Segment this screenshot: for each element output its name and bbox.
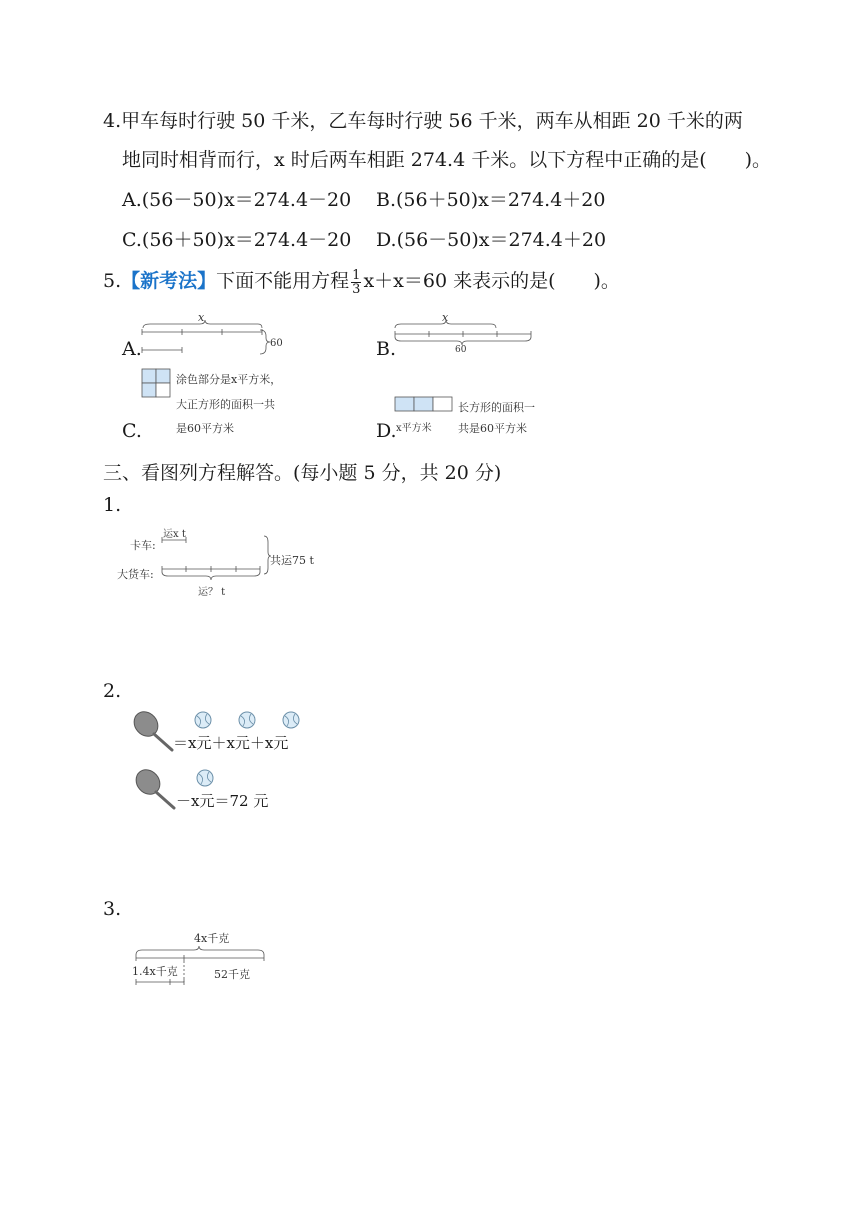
p1-truck-label: 卡车: bbox=[130, 539, 156, 552]
q5-option-c-label: C. bbox=[122, 420, 142, 442]
p3-number: 3. bbox=[103, 898, 122, 920]
p1-total-label: 共运75 t bbox=[270, 554, 314, 567]
racket-icon bbox=[134, 768, 179, 810]
q4-option-c: C.(56＋50)x＝274.4－20 bbox=[122, 229, 352, 251]
p2-equation-row1: ＝x元＋x元＋x元 bbox=[173, 734, 289, 752]
q5-option-b-label: B. bbox=[376, 338, 397, 360]
p1-bottom-label: 运？ t bbox=[198, 587, 226, 598]
q5-c-text1: 涂色部分是x平方米， bbox=[176, 373, 282, 386]
p1-segment-diagram bbox=[160, 536, 270, 584]
q5-b-x-label: x bbox=[442, 311, 449, 324]
q5-a-60-label: 60 bbox=[270, 338, 283, 349]
q5-d-text2: 共是60平方米 bbox=[458, 422, 527, 435]
q5-option-b-diagram bbox=[393, 310, 538, 355]
p1-big-truck-label: 大货车: bbox=[117, 568, 154, 581]
q5-stem-before: 下面不能用方程 bbox=[216, 270, 350, 292]
q5-a-x-label: x bbox=[198, 311, 205, 324]
p2-number: 2. bbox=[103, 680, 122, 702]
ball-icon bbox=[194, 711, 212, 729]
section3-title: 三、看图列方程解答。(每小题 5 分，共 20 分) bbox=[103, 462, 502, 484]
ball-icon bbox=[282, 711, 300, 729]
q5-c-text3: 是60平方米 bbox=[176, 422, 234, 435]
q4-line1: 4.甲车每时行驶 50 千米，乙车每时行驶 56 千米，两车从相距 20 千米的两 bbox=[103, 110, 743, 132]
q5-option-a-diagram bbox=[140, 310, 290, 360]
racket-icon bbox=[132, 710, 177, 752]
q4-option-b: B.(56＋50)x＝274.4＋20 bbox=[376, 189, 606, 211]
q5-tag: 【新考法】 bbox=[121, 270, 217, 292]
p3-segment-diagram bbox=[134, 942, 269, 990]
q5-number: 5. bbox=[103, 270, 122, 292]
q4-line2: 地同时相背而行，x 时后两车相距 274.4 千米。以下方程中正确的是( )。 bbox=[122, 149, 772, 171]
p3-right-label: 52千克 bbox=[214, 968, 250, 981]
p1-truck-top-label: 运x t bbox=[163, 529, 186, 540]
q5-stem bbox=[103, 266, 620, 296]
q5-stem-after: x＋x＝60 来表示的是( )。 bbox=[363, 270, 620, 292]
q5-frac-num: 1 bbox=[352, 267, 361, 283]
ball-icon bbox=[196, 769, 214, 787]
q5-c-text2: 大正方形的面积一共 bbox=[176, 398, 275, 411]
p3-left-label: 1.4x千克 bbox=[132, 965, 178, 978]
q4-option-a: A.(56－50)x＝274.4－20 bbox=[122, 189, 352, 211]
q5-option-d-label: D. bbox=[376, 420, 397, 442]
q5-frac-den: 3 bbox=[352, 281, 361, 297]
q5-option-a-label: A. bbox=[122, 338, 142, 360]
q4-option-d: D.(56－50)x＝274.4＋20 bbox=[376, 229, 607, 251]
p1-number: 1. bbox=[103, 494, 122, 516]
p3-top-label: 4x千克 bbox=[194, 932, 230, 945]
ball-icon bbox=[238, 711, 256, 729]
p2-equation-row2: －x元＝72 元 bbox=[176, 792, 269, 810]
q5-b-60-label: 60 bbox=[455, 345, 467, 355]
q5-d-rectangle-diagram bbox=[394, 396, 454, 416]
q5-fraction bbox=[351, 269, 361, 296]
q5-d-text1: 长方形的面积一 bbox=[458, 401, 535, 414]
q5-d-x-label: x平方米 bbox=[396, 423, 432, 434]
q5-c-square-diagram bbox=[141, 368, 173, 400]
